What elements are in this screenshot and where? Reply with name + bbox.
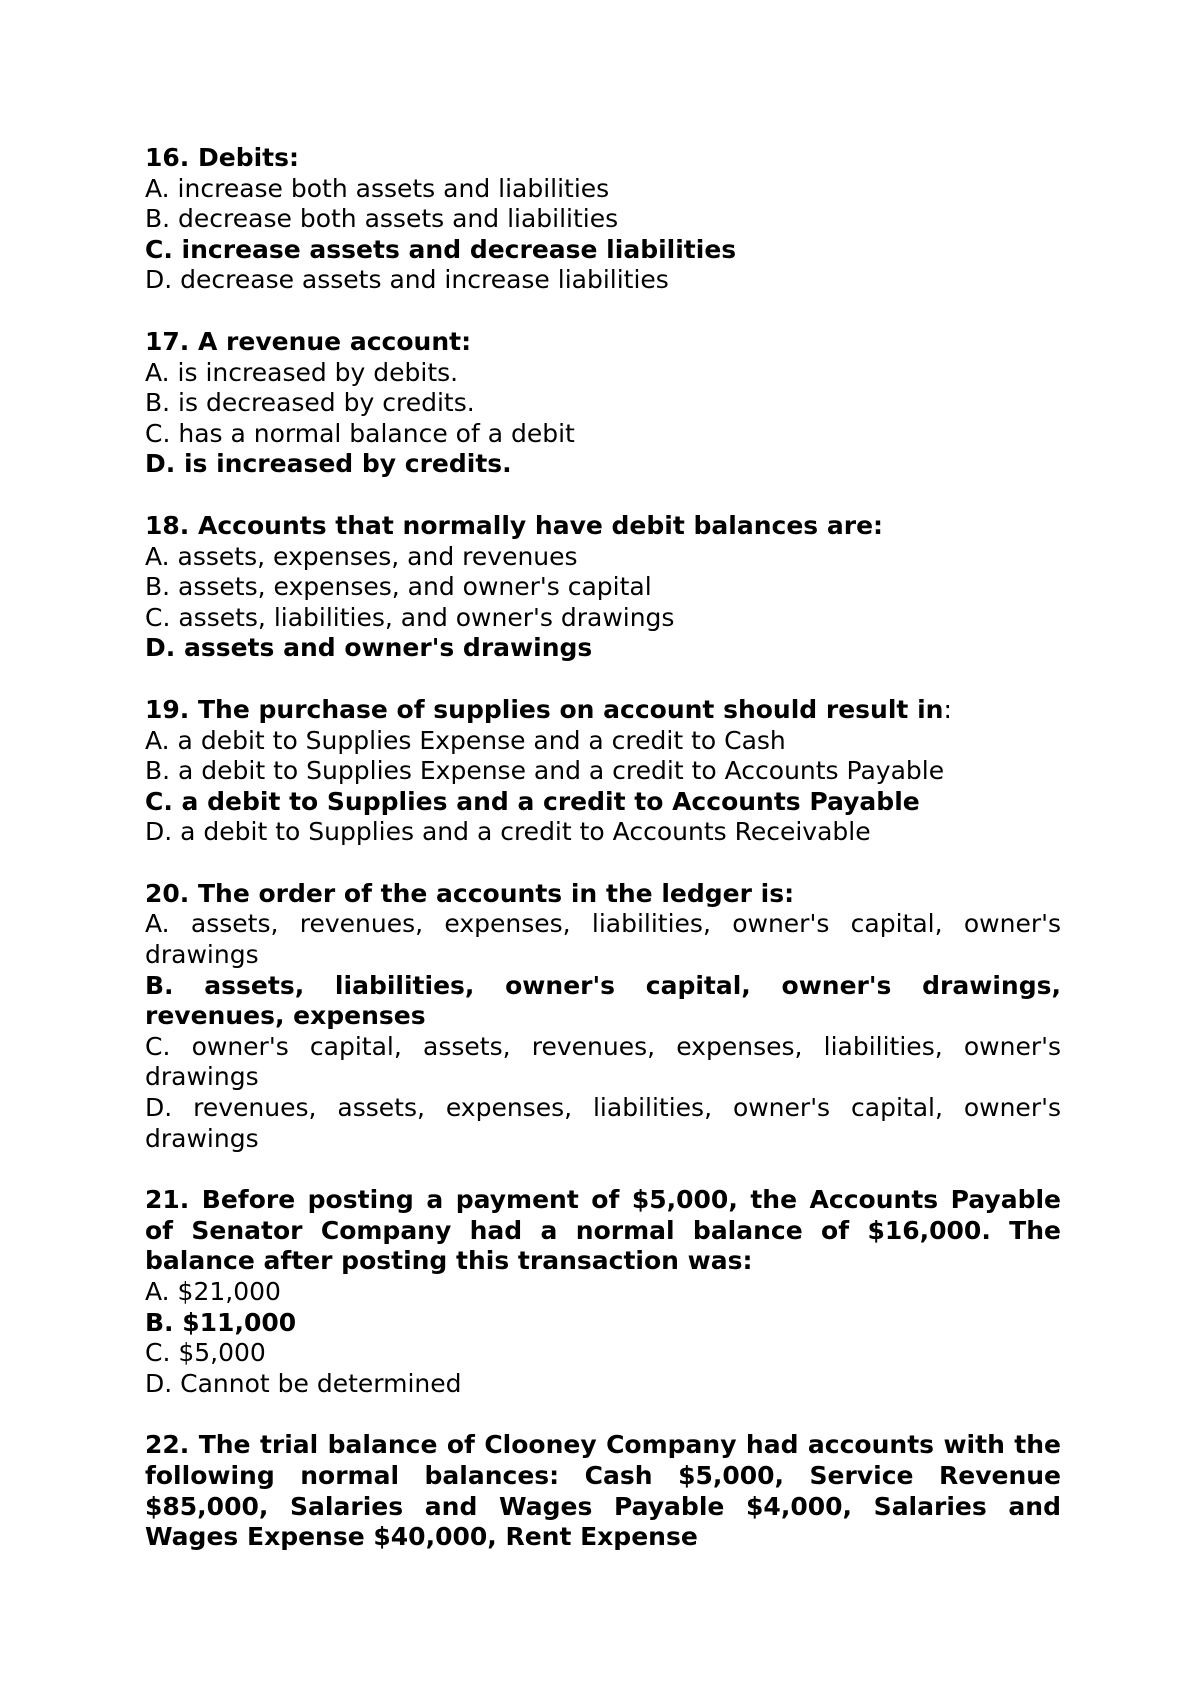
document-page [145,143,1061,1584]
option-b-correct: B. assets, liabilities, owner's capital, owner's drawings, revenues, expenses [145,970,1061,1031]
question-stem: 19. The purchase of supplies on account should result in [145,694,944,724]
question-20 [145,879,1061,1154]
option-a: A. is increased by debits. [145,357,459,387]
option-d: D. decrease assets and increase liabilities [145,265,669,295]
option-b: B. is decreased by credits. [145,388,475,418]
question-18 [145,511,1061,664]
question-stem: 22. The trial balance of Clooney Company had accounts with the following normal balances: Cash $5,000, Service Revenue $85,000, Salaries and Wages Payable $4,000, Salaries and Wages Expense $40,000, Rent Expense [145,1430,1061,1552]
option-b: B. assets, expenses, and owner's capital [145,572,652,602]
question-stem-line [145,695,1061,726]
question-stem: 17. A revenue account: [145,326,472,356]
question-22 [145,1430,1061,1552]
question-stem: 16. Debits: [145,143,299,172]
option-d: D. Cannot be determined [145,1368,462,1398]
question-17 [145,327,1061,480]
option-c: C. assets, liabilities, and owner's drawings [145,602,675,632]
option-c: C. owner's capital, assets, revenues, expenses, liabilities, owner's drawings [145,1031,1061,1092]
option-c: C. has a normal balance of a debit [145,418,575,448]
question-stem-colon: : [943,694,952,724]
option-c: C. $5,000 [145,1338,266,1368]
question-stem: 18. Accounts that normally have debit balances are: [145,510,884,540]
option-a: A. increase both assets and liabilities [145,173,610,203]
option-c-correct: C. a debit to Supplies and a credit to Accounts Payable [145,786,920,816]
option-a: A. assets, expenses, and revenues [145,541,578,571]
option-d-correct: D. assets and owner's drawings [145,633,593,663]
question-21 [145,1185,1061,1399]
option-d: D. revenues, assets, expenses, liabilities, owner's capital, owner's drawings [145,1093,1061,1153]
question-19 [145,695,1061,848]
option-c-correct: C. increase assets and decrease liabilities [145,234,737,264]
option-b: B. decrease both assets and liabilities [145,204,619,234]
option-a: A. $21,000 [145,1277,281,1306]
option-b: B. a debit to Supplies Expense and a credit to Accounts Payable [145,756,945,786]
option-a: A. assets, revenues, expenses, liabilities, owner's capital, owner's drawings [145,909,1061,970]
question-stem: 20. The order of the accounts in the ledger is: [145,878,795,908]
option-a: A. a debit to Supplies Expense and a credit to Cash [145,725,786,755]
option-d: D. a debit to Supplies and a credit to Accounts Receivable [145,817,871,847]
option-d-correct: D. is increased by credits. [145,449,512,479]
question-16 [145,143,1061,296]
question-stem: 21. Before posting a payment of $5,000, the Accounts Payable of Senator Company had a normal balance of $16,000. The balance after posting this transaction was: [145,1185,1061,1276]
option-b-correct: B. $11,000 [145,1307,297,1337]
